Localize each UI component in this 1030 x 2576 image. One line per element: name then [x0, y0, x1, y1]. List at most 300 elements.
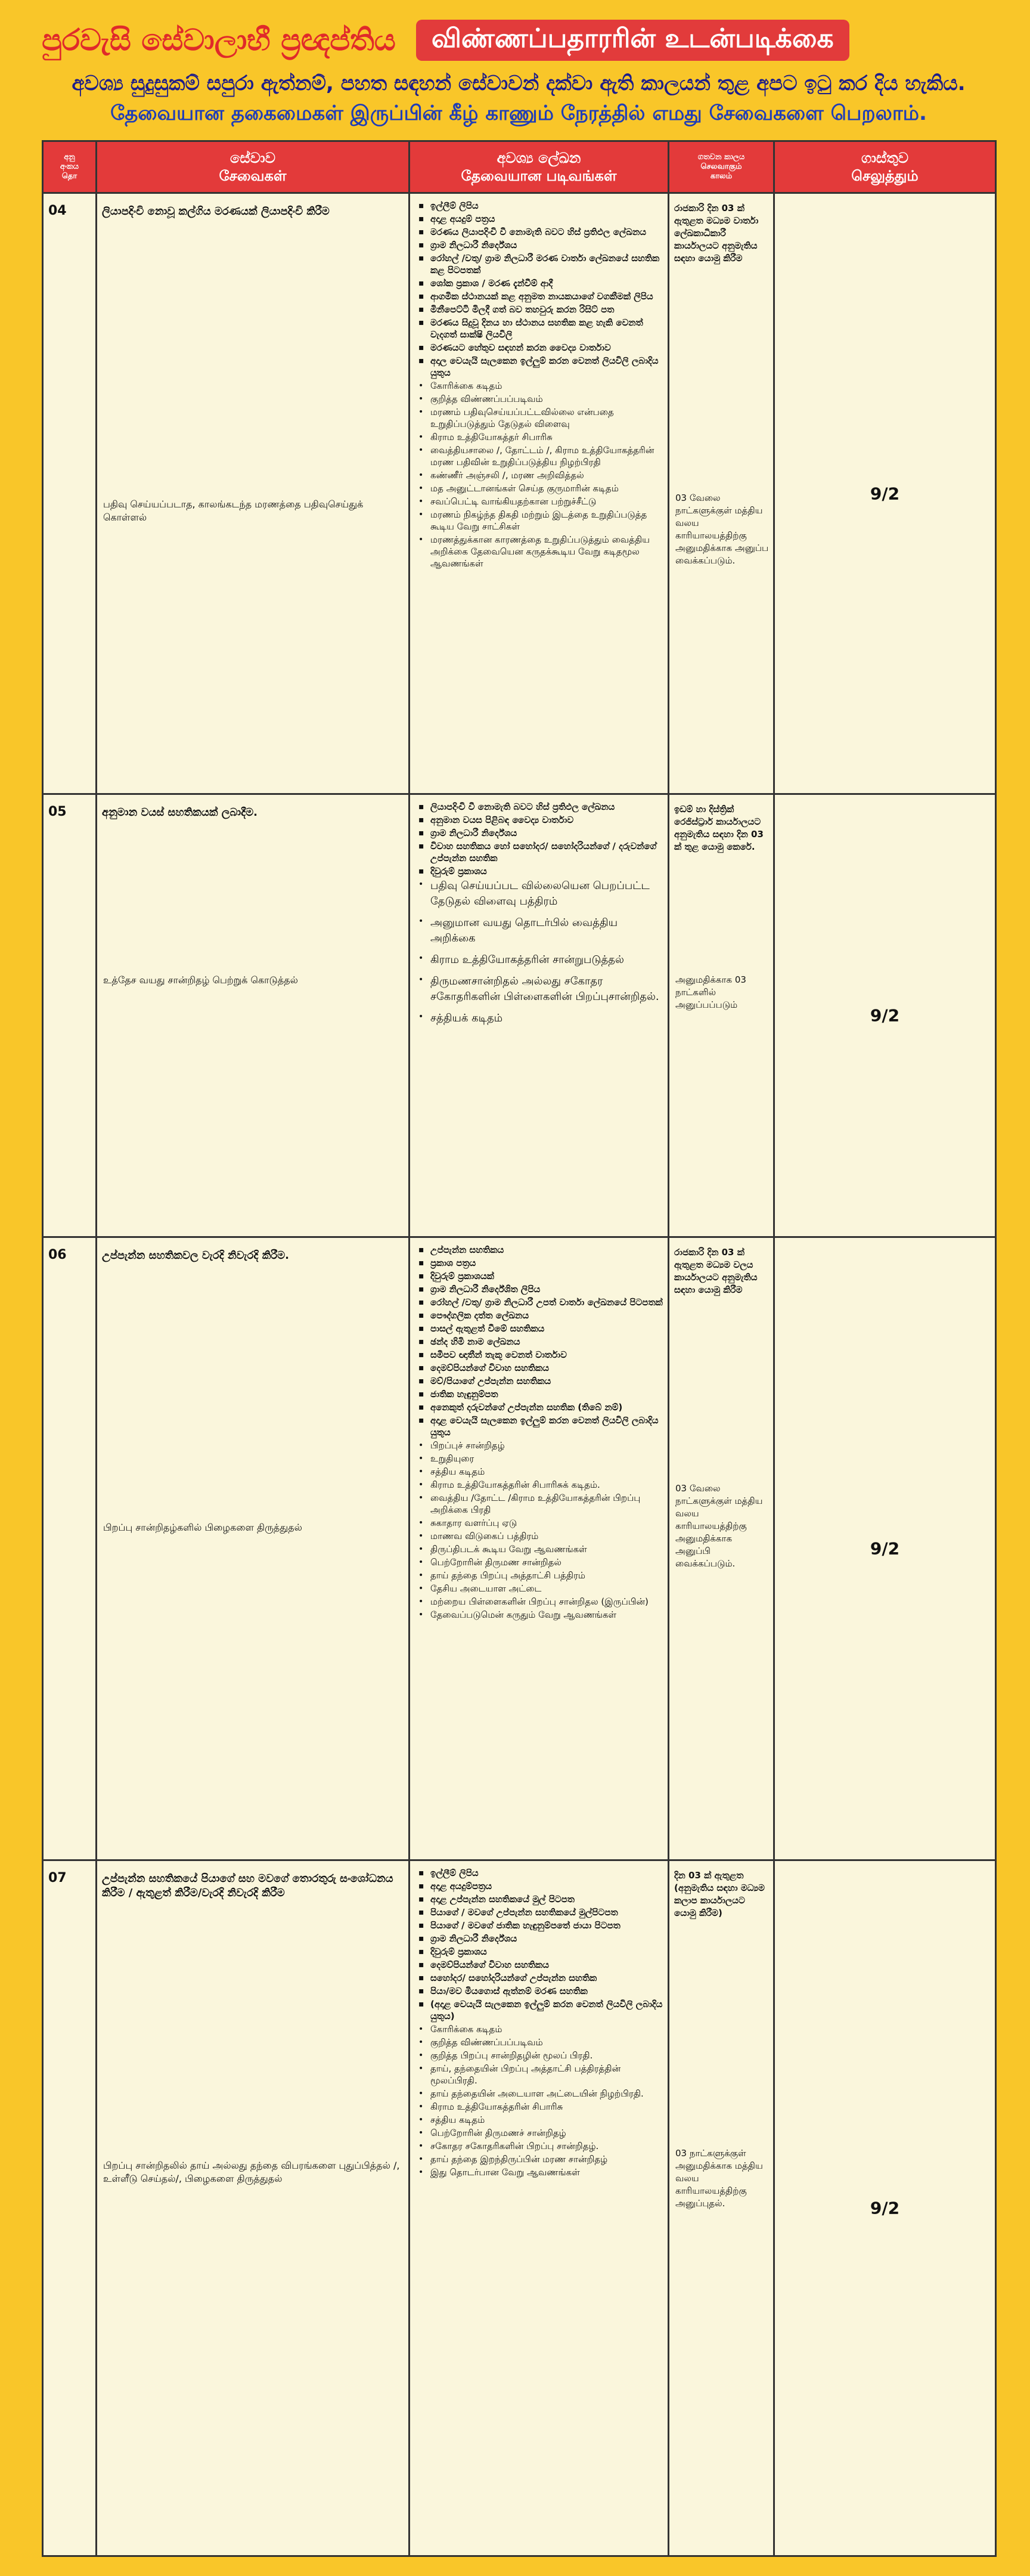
header-fee-ta: செலுத்தும்: [851, 168, 919, 184]
document-text: வைத்திய /தோட்ட /கிராம உத்தியோகத்தரின் பிறப்பு அறிக்கை பிரதி: [430, 1493, 641, 1515]
bullet-icon: ▪: [418, 1947, 424, 1956]
document-text: இது தொடர்பான வேறு ஆவணங்கள்: [430, 2167, 580, 2178]
bullet-icon: •: [418, 1610, 424, 1620]
service-sinhala: ලියාපදිංචි නොවූ කල්ගිය මරණයක් ලියාපදිංචි කිරීම: [102, 205, 330, 218]
intro-sinhala: අවශ්‍ය සුදුසුකම් සපුරා ඇත්නම්, පහත සඳහන් සේවාවන් දක්වා ඇති කාලයන් තුළ අපට ඉටු කර දිය හැකිය.: [72, 72, 966, 95]
document-item: [418, 1596, 663, 1608]
document-item: [418, 878, 663, 909]
bullet-icon: ▪: [418, 1337, 424, 1346]
document-text: உறுதியுரை: [430, 1453, 474, 1464]
bullet-icon: •: [418, 2038, 424, 2047]
bullet-icon: ▪: [418, 1986, 424, 1996]
document-text: கோரிக்கை கடிதம்: [430, 380, 502, 391]
bullet-icon: •: [418, 1493, 424, 1503]
documents-cell: [410, 1238, 669, 1859]
document-text: මිනීපෙට්ටි මිලදී ගත් බව තහවුරු කරන රිසිට් පත: [430, 304, 615, 315]
title-banner: [42, 12, 995, 69]
document-text: දෙමව්පියන්ගේ විවාහ සහතිකය: [430, 1363, 549, 1373]
document-text: අදාළ උප්පැන්න සහතිකයේ මුල් පිටපත: [430, 1894, 575, 1905]
bullet-icon: •: [418, 1480, 424, 1490]
bullet-icon: •: [418, 880, 424, 889]
document-text: උප්පැන්න සහතිකය: [430, 1244, 504, 1255]
document-item: [418, 226, 663, 238]
header-no-line: අනු: [64, 153, 75, 162]
document-item: [418, 444, 663, 468]
bullet-icon: ▪: [418, 356, 424, 366]
document-text: மாணவ விடுகைப் பத்திரம்: [430, 1531, 539, 1541]
document-text: குறித்த விண்ணப்பப்படிவம்: [430, 2037, 543, 2048]
bullet-icon: •: [418, 510, 424, 519]
document-item: [418, 213, 663, 225]
bullet-icon: •: [418, 470, 424, 480]
fee-value: 9/2: [870, 1005, 900, 1026]
bullet-icon: ▪: [418, 866, 424, 876]
document-text: අනෙකුත් දරුවන්ගේ උප්පැන්න සහතික (තිබේ නම්): [430, 1402, 623, 1413]
bullet-icon: •: [418, 1518, 424, 1528]
document-text: අනුමාන වයස පිළිබඳ වෛද්‍ය වාර්තාව: [430, 815, 574, 825]
bullet-icon: •: [418, 445, 424, 455]
bullet-icon: •: [418, 1544, 424, 1554]
bullet-icon: ▪: [418, 1363, 424, 1373]
document-item: [418, 290, 663, 302]
document-item: [418, 2088, 663, 2100]
bullet-icon: ▪: [418, 278, 424, 288]
document-item: [418, 393, 663, 405]
document-item: [418, 1880, 663, 1892]
document-text: සහෝදර/ සහෝදරියන්ගේ උප්පැන්න සහතික: [430, 1973, 597, 1983]
bullet-icon: ▪: [418, 1271, 424, 1281]
document-item: [418, 1556, 663, 1568]
bullet-icon: ▪: [418, 318, 424, 327]
document-text: පියාගේ / මවගේ ජාතික හැඳුනුම්පතේ ජායා පිටපත: [430, 1920, 621, 1931]
bullet-icon: ▪: [418, 1298, 424, 1307]
bullet-icon: ▪: [418, 1389, 424, 1399]
document-item: [418, 469, 663, 481]
document-text: கிராம உத்தியோகத்தரின் சிபாரிசுக் கடிதம்.: [430, 1479, 600, 1490]
bullet-icon: •: [418, 2154, 424, 2164]
header-fee-si: ගාස්තුව: [861, 150, 909, 166]
bullet-icon: •: [418, 2051, 424, 2060]
document-item: [418, 1349, 663, 1361]
bullet-icon: •: [418, 2141, 424, 2151]
services-table: [42, 140, 997, 2557]
document-item: [418, 814, 663, 826]
document-text: මරණය ලියාපදිංචි වී නොමැති බවට හිස් ප්‍රතිඵල ලේඛනය: [430, 227, 647, 237]
document-item: [418, 534, 663, 569]
document-item: [418, 1569, 663, 1581]
fee-value: 9/2: [870, 2198, 900, 2218]
header-period-line: காலம்: [710, 172, 733, 181]
header-period-line: ගතවන කාලය: [697, 153, 745, 162]
bullet-icon: ▪: [418, 292, 424, 301]
bullet-icon: ▪: [418, 815, 424, 825]
bullet-icon: ▪: [418, 1311, 424, 1320]
document-text: சுகாதார வளர்ப்பு ஏடு: [430, 1518, 517, 1528]
document-item: [418, 1296, 663, 1308]
document-text: ප්‍රකාශ පත්‍රය: [430, 1258, 476, 1268]
document-item: [418, 1466, 663, 1478]
bullet-icon: •: [418, 1558, 424, 1567]
bullet-icon: •: [418, 407, 424, 417]
bullet-icon: ▪: [418, 828, 424, 838]
document-text: ජාතික හැඳුනුම්පත: [430, 1389, 498, 1400]
document-text: රෝහල් /වතු/ ග්‍රාම නිලධාරී මරණ වාර්තා ලේඛනයේ සහතික කළ පිටපතක්: [430, 253, 660, 275]
document-item: [418, 317, 663, 340]
document-text: ආගමික ස්ථානයක් කළ අනුමත නායකයාගේ වගකීමක් ලිපිය: [430, 291, 653, 302]
document-item: [418, 865, 663, 877]
fee-cell: [775, 1861, 995, 2555]
document-text: மற்றைய பிள்ளைகளின் பிறப்பு சான்றிதல (இருப்பின்): [430, 1596, 649, 1607]
period-tamil: 03 வேலை நாட்களுக்குள் மத்திய வலய காரியாலயத்திற்கு அனுமதிக்காக அனுப்பி வைக்கப்படும்.: [675, 1483, 763, 1569]
period-tamil: 03 வேலை நாட்களுக்குள் மத்திய வலய காரியாலயத்திற்கு அனுமதிக்காக அனுப்ப வைக்கப்படும்.: [675, 493, 769, 566]
bullet-icon: ▪: [418, 343, 424, 352]
bullet-icon: ▪: [418, 841, 424, 851]
document-text: குறித்த விண்ணப்பப்படிவம்: [430, 394, 543, 404]
document-text: ග්‍රාම නිලධාරී නිර්දේශය: [430, 1933, 517, 1944]
bullet-icon: •: [418, 497, 424, 506]
document-text: தேவைப்படுமென் கருதும் வேறு ஆவணங்கள்: [430, 1609, 617, 1620]
document-item: [418, 1933, 663, 1945]
document-item: [418, 355, 663, 379]
bullet-icon: •: [418, 1597, 424, 1606]
document-item: [418, 1492, 663, 1516]
document-text: ග්‍රාම නිලධාරී නිර්දේශිත ලිපිය: [430, 1284, 541, 1295]
header-service-si: සේවාව: [229, 150, 275, 166]
document-item: [418, 840, 663, 864]
document-text: අදාළ වෙයැයි සැලකෙන ඉල්ලුම් කරන වෙනත් ලියවිලි ලබාදිය යුතුය: [430, 1415, 659, 1438]
bullet-icon: ▪: [418, 802, 424, 812]
bullet-icon: ▪: [418, 240, 424, 250]
header-documents-si: අවශ්‍ය ලේඛන: [497, 150, 581, 166]
bullet-icon: •: [418, 953, 424, 963]
service-sinhala: උප්පැන්න සහතිකයේ පියාගේ සහ මවගේ තොරතුරු සංශෝධනය කිරීම / ඇතුළත් කිරීම/වැරදි නිවැරදි කිරීම: [102, 1872, 393, 1899]
bullet-icon: •: [418, 2168, 424, 2177]
bullet-icon: ▪: [418, 1402, 424, 1412]
document-text: දිවුරුම් ප්‍රකාශයක්: [430, 1271, 494, 1281]
document-item: [418, 2063, 663, 2086]
service-cell: [97, 795, 410, 1236]
bullet-icon: •: [418, 1454, 424, 1463]
document-text: மரணத்துக்கான காரணத்தை உறுதிப்படுத்தும் வைத்திய அறிக்கை தேவையென கருதக்கூடிய வேறு கடிதமூல ஆவணங்கள்: [430, 534, 650, 569]
document-text: கோரிக்கை கடிதம்: [430, 2024, 502, 2035]
document-item: [418, 496, 663, 507]
period-sinhala: ඉඩම් හා දිස්ත්‍රික් රෙජිස්ට්‍රාර් කාර්යාලයට අනුමැතිය සඳහා දින 03 ක් තුළ යොමු කෙරේ.: [674, 804, 764, 852]
document-text: பதிவு செய்யப்பட வில்லையென பெறப்பட்ட தேடுதல் விளைவு பத்திரம்: [430, 880, 650, 908]
document-text: ඉල්ලීම් ලිපිය: [430, 200, 479, 211]
bullet-icon: •: [418, 381, 424, 391]
document-item: [418, 2049, 663, 2061]
bullet-icon: ▪: [418, 1376, 424, 1386]
bullet-icon: ▪: [418, 1908, 424, 1917]
period-sinhala: දින 03 ක් ඇතුළත (අනුමැතිය සඳහා මධ්‍යම කලාප කාර්යාලයට යොමු කිරීම): [674, 1870, 765, 1918]
document-text: மத அனுட்டானங்கள் செய்த குருமாரின் கடிதம்: [430, 483, 619, 494]
document-item: [418, 1011, 663, 1026]
document-item: [418, 509, 663, 532]
table-row: [44, 1238, 995, 1861]
document-item: [418, 277, 663, 289]
document-text: தாய் தந்தை பிறப்பு அத்தாட்சி பத்திரம்: [430, 1570, 585, 1581]
bullet-icon: ▪: [418, 214, 424, 224]
document-text: මරණයට හේතුව සඳහන් කරන වෛද්‍ය වාර්තාව: [430, 342, 611, 353]
bullet-icon: ▪: [418, 227, 424, 237]
document-text: පියා/මව මියගොස් ඇත්නම් මරණ සහතික: [430, 1986, 588, 1996]
document-text: தாய் தந்தையின் அடையாள அட்டையின் நிழற்பிரதி.: [430, 2088, 644, 2099]
document-text: අදාළ අයදුම්පත්‍රය: [430, 1881, 492, 1891]
document-item: [418, 801, 663, 813]
header-documents: [410, 142, 669, 192]
bullet-icon: ▪: [418, 1416, 424, 1425]
fee-cell: [775, 795, 995, 1236]
documents-cell: [410, 795, 669, 1236]
document-text: ග්‍රාම නිලධාරී නිර්දේශය: [430, 828, 517, 838]
bullet-icon: •: [418, 484, 424, 493]
bullet-icon: ▪: [418, 1868, 424, 1878]
table-row: [44, 795, 995, 1238]
title-tamil: விண்ணப்பதாரரின் உடன்படிக்கை: [416, 20, 849, 61]
document-text: கிராம உத்தியோகத்தர் சிபாரிசு: [430, 432, 553, 442]
document-text: ග්‍රාම නිලධාරී නිර්දේශය: [430, 240, 517, 250]
document-item: [418, 1479, 663, 1491]
header-no-line: අංකය: [60, 162, 79, 171]
bullet-icon: •: [418, 2128, 424, 2138]
document-item: [418, 1244, 663, 1256]
bullet-icon: ▪: [418, 1324, 424, 1333]
bullet-icon: •: [418, 975, 424, 984]
bullet-icon: ▪: [418, 1934, 424, 1943]
document-text: ඉල්ලීම් ලිපිය: [430, 1868, 479, 1878]
service-cell: [97, 1238, 410, 1859]
document-text: රෝහල් /වතු/ ග්‍රාම නිලධාරී උපත් වාර්තා ලේඛනයේ පිටපතක්: [430, 1297, 663, 1308]
document-item: [418, 2036, 663, 2048]
document-item: [418, 1919, 663, 1931]
header-service: [97, 142, 410, 192]
service-cell: [97, 194, 410, 793]
service-tamil: உத்தேச வயது சான்றிதழ் பெற்றுக் கொடுத்தல்: [103, 974, 298, 986]
document-text: அனுமான வயது தொடர்பில் வைத்திய அறிக்கை: [430, 917, 618, 945]
bullet-icon: •: [418, 2089, 424, 2098]
document-item: [418, 2023, 663, 2035]
document-item: [418, 2140, 663, 2152]
document-text: சத்திய கடிதம்: [430, 2114, 485, 2125]
bullet-icon: •: [418, 2064, 424, 2073]
document-text: கிராம உத்தியோகத்தரின் சிபாரிசு: [430, 2101, 563, 2112]
document-text: මරණය සිදුවූ දිනය හා ස්ථානය සහතික කළ හැකි වෙනත් වැදගත් සාක්ෂි ලියවිලි: [430, 317, 643, 340]
document-text: மரணம் நிகழ்ந்த திகதி மற்றும் இடத்தை உறுதிப்படுத்த கூடிய வேறு சாட்சிகள்: [430, 509, 647, 532]
document-text: தேசிய அடையாள அட்டை: [430, 1583, 542, 1594]
intro-tamil: தேவையான தகைமைகள் இருப்பின் கீழ் காணும் நேரத்தில் எமது சேவைகளை பெறலாம்.: [110, 101, 927, 125]
document-item: [418, 2127, 663, 2139]
document-item: [418, 915, 663, 946]
document-text: ඡන්ද හිමි නාම ලේඛනය: [430, 1336, 520, 1347]
document-text: மரணம் பதிவுசெய்யப்பட்டவில்லை என்பதை உறுதிப்படுத்தும் தேடுதல் விளைவு: [430, 407, 614, 429]
bullet-icon: •: [418, 1441, 424, 1450]
document-item: [418, 1453, 663, 1465]
document-text: திருப்திபடக் கூடிய வேறு ஆவணங்கள்: [430, 1544, 587, 1555]
row-number: 07: [44, 1861, 97, 2555]
document-item: [418, 200, 663, 212]
document-item: [418, 1388, 663, 1400]
document-item: [418, 2114, 663, 2126]
period-sinhala: රාජකාරි දින 03 ක් ඇතුළත මධ්‍යම වලය කාර්යාලයට අනුමැතිය සඳහා යොමු කිරීම: [674, 1247, 758, 1295]
document-item: [418, 1893, 663, 1905]
document-item: [418, 1517, 663, 1529]
document-item: [418, 431, 663, 443]
document-item: [418, 1270, 663, 1282]
document-item: [418, 2166, 663, 2178]
document-text: சத்திய கடிதம்: [430, 1466, 485, 1477]
document-item: [418, 1985, 663, 1997]
fee-value: 9/2: [870, 484, 900, 503]
bullet-icon: •: [418, 1571, 424, 1580]
bullet-icon: •: [418, 917, 424, 926]
document-item: [418, 1439, 663, 1451]
row-number: 06: [44, 1238, 97, 1859]
bullet-icon: •: [418, 1584, 424, 1593]
row-number: 04: [44, 194, 97, 793]
table-row: [44, 194, 995, 795]
document-item: [418, 1283, 663, 1295]
period-sinhala: රාජකාරි දින 03 ක් ඇතුළත මධ්‍යම වාර්තා ලේඛකාධිකාරී කාර්යාලයට අනුමැතිය සඳහා යොමු කිරීම: [674, 203, 759, 264]
header-period-line: செலவாகும்: [700, 162, 742, 171]
document-text: දිවුරුම් ප්‍රකාශය: [430, 1946, 487, 1957]
document-text: குறித்த பிறப்பு சான்றிதழின் மூலப் பிரதி.: [430, 2050, 593, 2061]
period-cell: [669, 1238, 775, 1859]
document-item: [418, 1414, 663, 1438]
title-sinhala: පුරවැසි සේවාලාභී ප්‍රඥප්තිය: [42, 23, 396, 57]
document-text: පාසල් ඇතුළත් වීමේ සහතිකය: [430, 1323, 545, 1334]
bullet-icon: •: [418, 432, 424, 442]
documents-cell: [410, 194, 669, 793]
document-text: (අදාළ වෙයැයි සැලකෙන ඉල්ලුම් කරන වෙනත් ලියවිලි ලබාදිය යුතුය): [430, 1999, 663, 2021]
document-text: අදාළ අයදුම් පත්‍රය: [430, 213, 495, 224]
document-item: [418, 1543, 663, 1555]
bullet-icon: ▪: [418, 1881, 424, 1891]
service-cell: [97, 1861, 410, 2555]
header-fee: [775, 142, 995, 192]
document-text: අදාල වෙයැයි සැලකෙන ඉල්ලුම් කරන වෙනත් ලියවිලි ලබාදිය යුතුය: [430, 355, 659, 378]
bullet-icon: ▪: [418, 1350, 424, 1360]
bullet-icon: ▪: [418, 1999, 424, 2009]
document-item: [418, 1362, 663, 1374]
document-item: [418, 380, 663, 392]
bullet-icon: •: [418, 2024, 424, 2034]
document-item: [418, 1375, 663, 1387]
bullet-icon: •: [418, 1531, 424, 1541]
bullet-icon: ▪: [418, 1245, 424, 1255]
document-item: [418, 1401, 663, 1413]
document-item: [418, 1583, 663, 1594]
document-item: [418, 2101, 663, 2113]
bullet-icon: ▪: [418, 1973, 424, 1983]
document-text: පියාගේ / මවගේ උප්පැන්න සහතිකයේ මුල්පිටපත: [430, 1907, 618, 1918]
header-no: [44, 142, 97, 192]
document-text: கண்ணீர் அஞ்சலி /, மரண அறிவித்தல்: [430, 470, 584, 481]
document-item: [418, 1609, 663, 1621]
header-period: [669, 142, 775, 192]
document-text: கிராம உத்தியோகத்தரின் சான்றுபடுத்தல்: [430, 953, 624, 966]
header-no-line: தொ: [61, 172, 77, 181]
document-text: சகோதர சகோதரிகளின் பிறப்பு சான்றிதழ்.: [430, 2141, 599, 2151]
document-text: දෙමව්පියන්ගේ විවාහ සහතිකය: [430, 1959, 549, 1970]
document-item: [418, 342, 663, 354]
document-text: தாய், தந்தையின் பிறப்பு அத்தாட்சி பத்திரத்தின் மூலப்பிரதி.: [430, 2063, 621, 2086]
document-item: [418, 304, 663, 315]
document-text: විවාහ සහතිකය හෝ සහෝදර/ සහෝදරියන්ගේ / දරුවන්ගේ උප්පැන්න සහතික: [430, 841, 657, 863]
fee-cell: [775, 194, 995, 793]
document-item: [418, 1906, 663, 1918]
bullet-icon: ▪: [418, 1258, 424, 1268]
period-tamil: அனுமதிக்காக 03 நாட்களில் அனுப்பப்படும்: [675, 974, 746, 1010]
document-text: பெற்றோரின் திருமண சான்றிதல்: [430, 1557, 561, 1568]
service-sinhala: උප්පැන්න සහතිකවල වැරදි නිවැරදි කිරීම.: [102, 1249, 289, 1262]
row-number: 05: [44, 795, 97, 1236]
document-item: [418, 827, 663, 839]
bullet-icon: ▪: [418, 1960, 424, 1970]
document-item: [418, 1946, 663, 1958]
bullet-icon: •: [418, 1012, 424, 1021]
document-text: பெற்றோரின் திருமணச் சான்றிதழ்: [430, 2128, 566, 2138]
document-item: [418, 239, 663, 251]
document-text: ශෝක ප්‍රකාශ / මරණ දැන්වීම් ආදී: [430, 278, 553, 289]
document-item: [418, 406, 663, 430]
document-text: පෞද්ගලික දත්ත ලේඛනය: [430, 1310, 529, 1321]
bullet-icon: ▪: [418, 201, 424, 210]
bullet-icon: ▪: [418, 1921, 424, 1930]
document-text: ලියාපදිංචි වී නොමැති බවට හිස් ප්‍රතිඵල ලේඛනය: [430, 801, 615, 812]
document-item: [418, 1972, 663, 1984]
document-item: [418, 1530, 663, 1542]
service-sinhala: අනුමාන වයස් සහතිකයක් ලබාදීම.: [102, 806, 258, 819]
bullet-icon: ▪: [418, 253, 424, 263]
document-item: [418, 1257, 663, 1269]
document-text: சத்தியக் கடிதம்: [430, 1012, 503, 1024]
bullet-icon: •: [418, 2102, 424, 2111]
period-cell: [669, 1861, 775, 2555]
document-text: வைத்தியசாலை /, தோட்டம் /, கிராம உத்தியோகத்தரின் மரண பதிவின் உறுதிப்படுத்திய நிழற்பிரதி: [430, 445, 654, 467]
bullet-icon: ▪: [418, 1284, 424, 1294]
bullet-icon: •: [418, 535, 424, 544]
header-service-ta: சேவைகள்: [219, 168, 287, 184]
document-text: දිවුරුම් ප්‍රකාශය: [430, 866, 487, 877]
table-row: [44, 1861, 995, 2555]
bullet-icon: ▪: [418, 1894, 424, 1904]
document-item: [418, 1336, 663, 1348]
bullet-icon: •: [418, 394, 424, 404]
header-documents-ta: தேவையான படிவங்கள்: [461, 168, 617, 184]
document-item: [418, 952, 663, 968]
document-item: [418, 1867, 663, 1879]
fee-value: 9/2: [870, 1538, 900, 1559]
service-tamil: பதிவு செய்யப்படாத, காலங்கடந்த மரணத்தை பதிவுசெய்துக் கொள்ளல்: [103, 499, 364, 523]
document-item: [418, 974, 663, 1005]
service-tamil: பிறப்பு சான்றிதழ்களில் பிழைகளை திருத்துதல்: [103, 1522, 302, 1533]
bullet-icon: •: [418, 1467, 424, 1476]
document-item: [418, 1323, 663, 1335]
document-text: திருமணசான்றிதல் அல்லது சகோதர சகோதரிகளின் பிள்ளைகளின் பிறப்புசான்றிதல்.: [430, 975, 659, 1003]
document-text: මව්/පියාගේ උප්පැන්න සහතිකය: [430, 1376, 551, 1386]
bullet-icon: ▪: [418, 305, 424, 314]
document-item: [418, 1959, 663, 1971]
period-tamil: 03 நாட்களுக்குள் அனுமதிக்காக மத்திய வலய காரியாலயத்திற்கு அனுப்புதல்.: [675, 2148, 763, 2209]
document-item: [418, 1309, 663, 1321]
document-text: பிறப்புச் சான்றிதழ்: [430, 1440, 505, 1451]
period-cell: [669, 795, 775, 1236]
document-item: [418, 1998, 663, 2022]
document-item: [418, 482, 663, 494]
period-cell: [669, 194, 775, 793]
document-text: සමීපව ඥාතීන් තැකූ වෙනත් වාර්තාව: [430, 1349, 567, 1360]
fee-cell: [775, 1238, 995, 1859]
